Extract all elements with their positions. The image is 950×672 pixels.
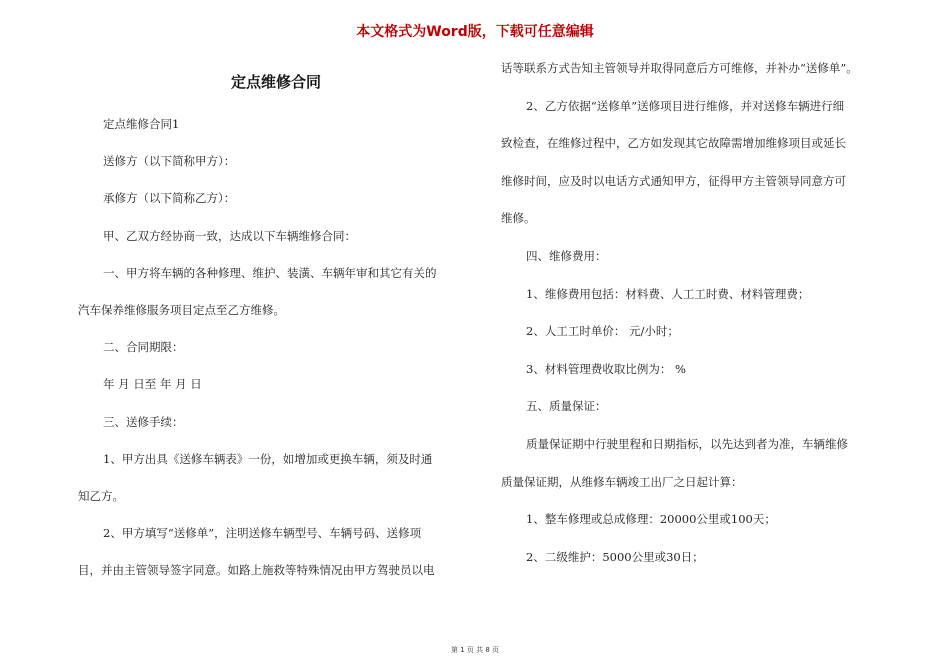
text-line: 目，并由主管领导签字同意。如路上施救等特殊情况由甲方驾驶员以电 (78, 563, 435, 578)
text-line: 2、二级维护：5000公里或30日； (526, 549, 704, 564)
text-line: 汽车保养维修服务项目定点至乙方维修。 (78, 303, 285, 317)
text-line: 三、送修手续： (103, 414, 184, 429)
text-line: 2、人工工时单价： 元/小时； (526, 324, 679, 339)
text-line: 送修方（以下简称甲方）： (103, 154, 236, 169)
text-line: 四、维修费用： (526, 249, 607, 263)
text-line: 甲、乙双方经协商一致，达成以下车辆维修合同： (103, 228, 356, 243)
text-line: 1、维修费用包括：材料费、人工工时费、材料管理费； (526, 286, 810, 301)
text-line: 五、质量保证： (526, 399, 607, 414)
text-line: 2、甲方填写“送修单”，注明送修车辆型号、车辆号码、送修项 (103, 526, 422, 541)
text-line: 知乙方。 (78, 489, 124, 503)
text-line: 3、材料管理费收取比例为： % (526, 361, 686, 376)
text-line: 2、乙方依据“送修单”送修项目进行维修，并对送修车辆进行细 (526, 98, 845, 113)
text-line: 维修时间，应及时以电话方式通知甲方，征得甲方主管领导同意方可 (501, 173, 846, 188)
text-line: 1、甲方出具《送修车辆表》一份，如增加或更换车辆，须及时通 (103, 451, 433, 466)
word-format-banner: 本文格式为Word版，下载可任意编辑 (356, 24, 594, 40)
text-line: 年 月 日至 年 月 日 (103, 377, 202, 392)
document-title: 定点维修合同 (230, 73, 321, 91)
text-line: 定点维修合同1 (103, 117, 180, 131)
text-line: 致检查，在维修过程中，乙方如发现其它故障需增加维修项目或延长 (501, 136, 846, 151)
text-line: 维修。 (501, 211, 536, 226)
text-line: 1、整车修理或总成修理：20000公里或100天； (526, 512, 776, 527)
text-line: 一、甲方将车辆的各种修理、维护、装潢、车辆年审和其它有关的 (103, 265, 437, 280)
text-line: 质量保证期，从维修车辆竣工出厂之日起计算： (501, 474, 743, 489)
text-line: 承修方（以下简称乙方）： (103, 191, 236, 206)
text-line: 话等联系方式告知主管领导并取得同意后方可维修，并补办“送修单”。 (501, 61, 858, 75)
page-number-footer: 第 1 页 共 8 页 (450, 646, 500, 654)
text-line: 二、合同期限： (103, 340, 184, 355)
text-line: 质量保证期中行驶里程和日期指标，以先达到者为准，车辆维修 (526, 437, 848, 451)
